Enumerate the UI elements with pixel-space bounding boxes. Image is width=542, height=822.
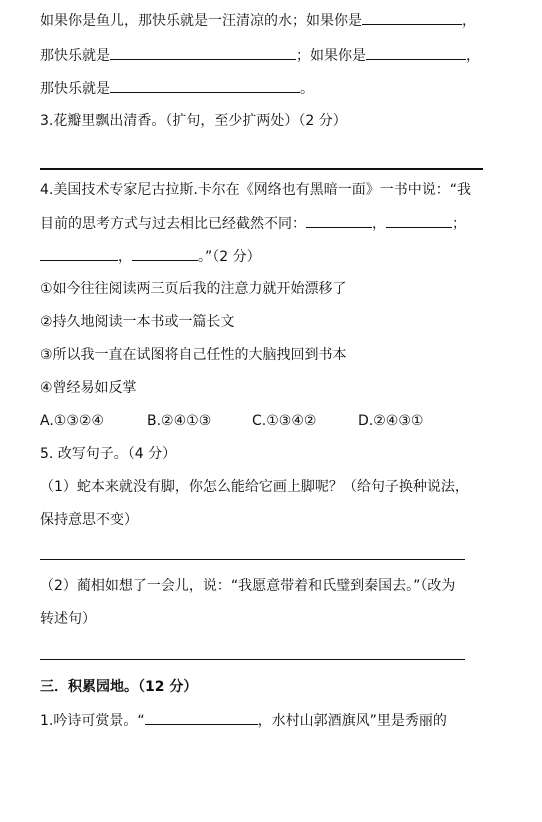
text: ， [372, 216, 386, 232]
question-5-2-line-1: （2）蔺相如想了一会儿，说：“我愿意带着和氏璧到秦国去。”（改为 [40, 578, 456, 594]
choice-a[interactable]: A.①③②④ [40, 413, 104, 429]
question-5-2-line-2: 转述句） [40, 611, 96, 627]
question-3: 3.花瓣里飘出清香。（扩句，至少扩两处）（2 分） [40, 113, 347, 129]
choice-c[interactable]: C.①③④② [252, 413, 317, 429]
question-4-line-3 [40, 246, 261, 267]
answer-line[interactable] [40, 559, 465, 560]
question-5-1-line-1: （1）蛇本来就没有脚，你怎么能给它画上脚呢？（给句子换种说法， [40, 479, 469, 495]
answer-blank[interactable] [145, 710, 258, 725]
answer-blank[interactable] [386, 213, 452, 228]
option-4: ④曾经易如反掌 [40, 380, 137, 396]
option-1: ①如今往往阅读两三页后我的注意力就开始漂移了 [40, 281, 347, 297]
answer-blank[interactable] [362, 10, 462, 25]
choice-b[interactable]: B.②④①③ [147, 413, 212, 429]
option-3: ③所以我一直在试图将自己任性的大脑拽回到书本 [40, 347, 347, 363]
fill-line-3 [40, 78, 314, 99]
question-4-line-2 [40, 213, 466, 234]
text: 那快乐就是 [40, 48, 110, 64]
answer-blank[interactable] [306, 213, 372, 228]
text: 目前的思考方式与过去相比已经截然不同： [40, 216, 306, 232]
text: ，水村山郭酒旗风”里是秀丽的 [257, 713, 447, 729]
question-4-line-1: 4.美国技术专家尼古拉斯.卡尔在《网络也有黑暗一面》一书中说：“我 [40, 182, 472, 198]
answer-blank[interactable] [110, 45, 296, 60]
text: ， [118, 249, 132, 265]
question-5: 5. 改写句子。（4 分） [40, 446, 177, 462]
text: ； [452, 216, 466, 232]
fill-line-1 [40, 10, 476, 31]
option-2: ②持久地阅读一本书或一篇长文 [40, 314, 235, 330]
answer-blank[interactable] [40, 246, 118, 261]
text: 。”（2 分） [198, 249, 261, 265]
answer-blank[interactable] [110, 78, 300, 93]
text: ， [466, 48, 480, 64]
question-5-1-line-2: 保持意思不变） [40, 512, 138, 528]
answer-line[interactable] [40, 168, 483, 170]
text: 1.吟诗可赏景。“ [40, 713, 145, 729]
text: ， [462, 13, 476, 29]
choice-d[interactable]: D.②④③① [358, 413, 424, 429]
answer-blank[interactable] [366, 45, 466, 60]
text: ；如果你是 [296, 48, 366, 64]
text: 那快乐就是 [40, 81, 110, 97]
fill-line-2 [40, 45, 480, 66]
answer-blank[interactable] [132, 246, 198, 261]
text: 。 [300, 81, 314, 97]
text: 如果你是鱼儿，那快乐就是一汪清凉的水；如果你是 [40, 13, 362, 29]
poem-question-1 [40, 710, 447, 731]
answer-line[interactable] [40, 659, 465, 660]
section-3-heading: 三．积累园地。（12 分） [40, 679, 198, 695]
